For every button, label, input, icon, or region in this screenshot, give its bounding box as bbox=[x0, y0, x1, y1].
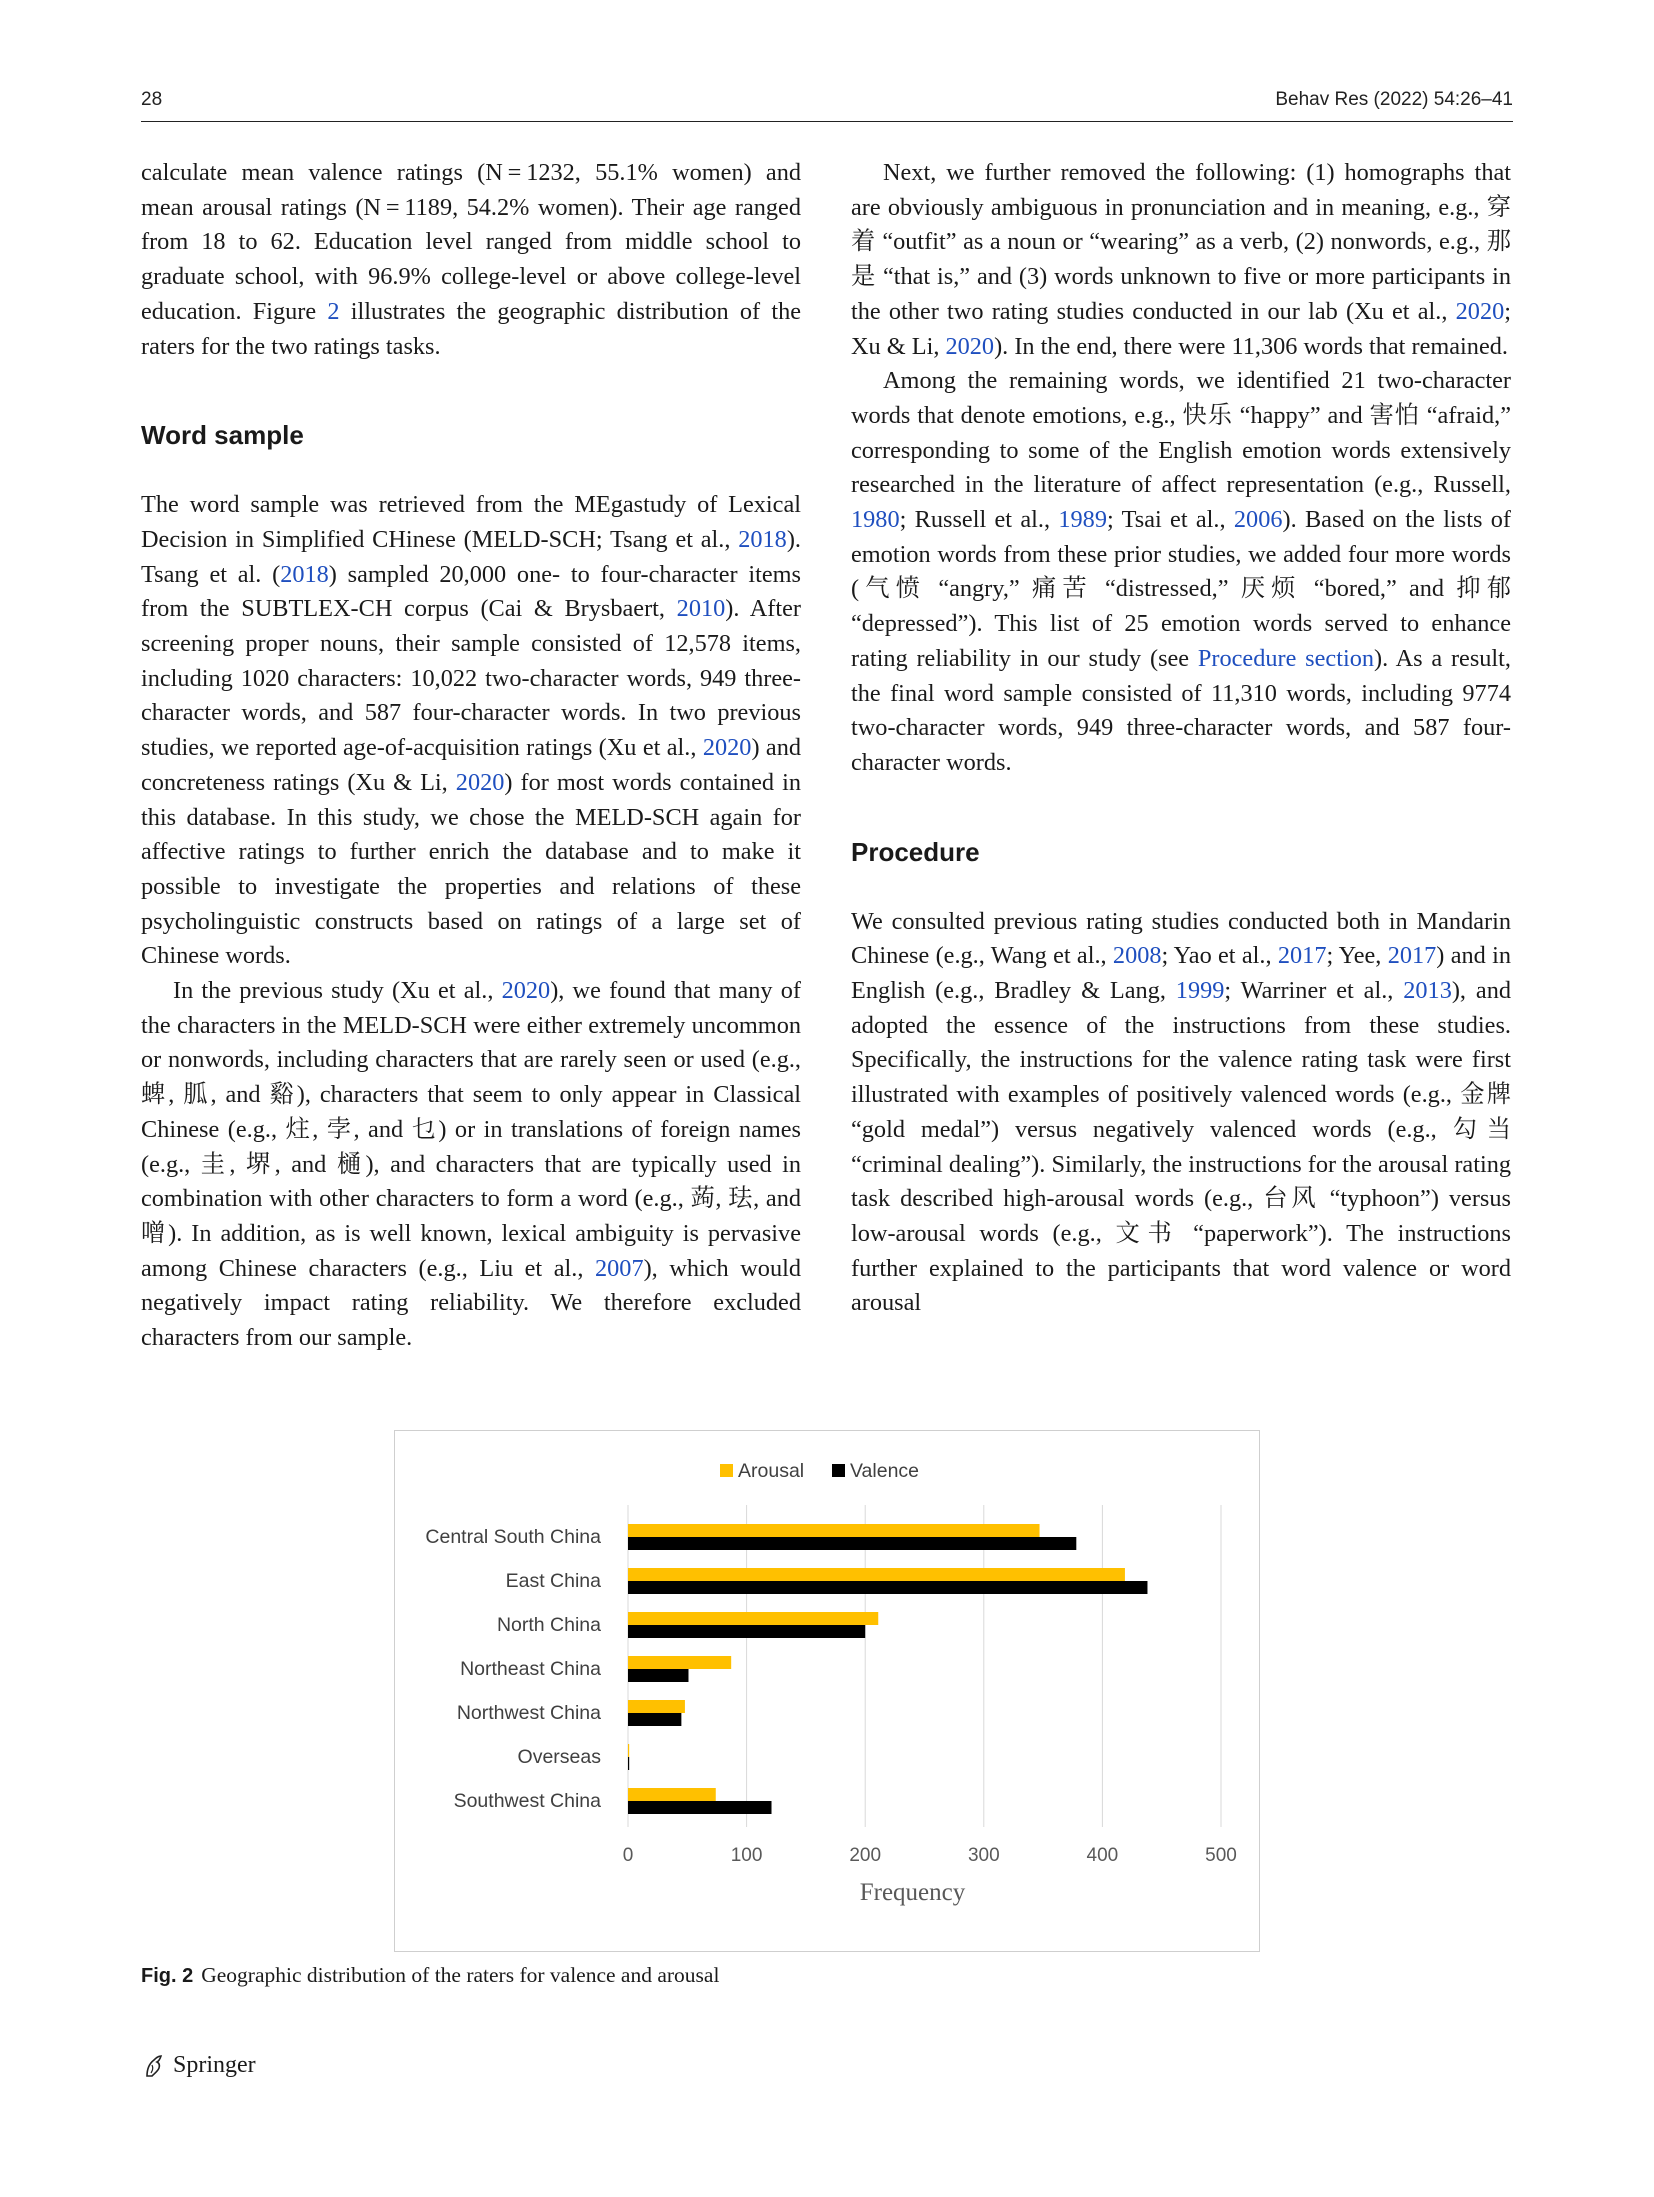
figure-chart bbox=[394, 1430, 1260, 1952]
citation-link[interactable]: 2020 bbox=[1455, 297, 1505, 325]
bar-valence bbox=[628, 1537, 1076, 1550]
text-run: ; Xu & Li, bbox=[851, 297, 1511, 360]
citation-link[interactable]: 2 bbox=[327, 297, 340, 325]
publisher-footer bbox=[141, 2052, 256, 2079]
bar-valence bbox=[628, 1801, 772, 1814]
text-run: In the previous study (Xu et al., bbox=[173, 977, 502, 1005]
paragraph bbox=[141, 156, 801, 364]
bar-arousal bbox=[628, 1788, 716, 1801]
citation-link[interactable]: 1989 bbox=[1058, 506, 1107, 534]
text-run: illustrates the geographic distribution of the raters for the two ratings tasks. bbox=[141, 297, 802, 360]
text-run: Among the remaining words, we identified 21 two-character words that denote emotions, e.g., 快乐 “happy” and 害怕 “afraid,” corresponding to some of the English emotion words extensively researched in the literature of affect representation (e.g., Russell, bbox=[851, 367, 1511, 499]
bar-valence bbox=[628, 1625, 865, 1638]
citation-link[interactable]: 2020 bbox=[945, 332, 995, 360]
text-run: Next, we further removed the following: (1) homographs that are obviously ambiguous in pronunciation and in meaning, e.g., 穿着 “outfit” as a noun or “wearing” as a verb, (2) nonwords, e.g., 那是 “that is,” and (3) words unknown to five or more participants in the other two rating studies conducted in our lab (Xu et al., bbox=[851, 159, 1511, 325]
x-tick-label: 100 bbox=[730, 1845, 763, 1866]
citation-link[interactable]: 2007 bbox=[595, 1254, 644, 1282]
text-run: We consulted previous rating studies conducted both in Mandarin Chinese (e.g., Wang et al., bbox=[851, 907, 1511, 970]
legend-label-valence: Valence bbox=[850, 1460, 920, 1482]
section-heading-word-sample: Word sample bbox=[141, 420, 304, 451]
text-run: ) sampled 20,000 one- to four-character items from the SUBTLEX-CH corpus (Cai & Brysbaert, bbox=[141, 560, 801, 623]
x-tick-label: 500 bbox=[1205, 1845, 1237, 1866]
x-tick-label: 200 bbox=[849, 1845, 882, 1866]
category-label: Overseas bbox=[517, 1746, 601, 1768]
citation-link[interactable]: Procedure section bbox=[1197, 644, 1374, 672]
citation-link[interactable]: 2017 bbox=[1277, 942, 1327, 970]
category-label: Northwest China bbox=[456, 1702, 601, 1724]
citation-link[interactable]: 1980 bbox=[851, 506, 900, 534]
bar-arousal bbox=[628, 1568, 1125, 1581]
legend-swatch-valence bbox=[832, 1464, 845, 1477]
publisher-name: Springer bbox=[173, 2052, 256, 2078]
x-tick-label: 0 bbox=[622, 1845, 634, 1866]
springer-horse-icon bbox=[141, 2053, 167, 2079]
left-column bbox=[141, 156, 801, 1356]
text-run: ). Based on the lists of emotion words from these prior studies, we added four more words (气愤 “angry,” 痛苦 “distressed,” 厌烦 “bored,” and 抑郁 “depressed”). This list of 25 emotion words served to enhance rating reliability in our study (see bbox=[851, 506, 1511, 672]
text-run: ). In the end, there were 11,306 words that remained. bbox=[994, 332, 1508, 360]
bar-arousal bbox=[628, 1612, 878, 1625]
header-rule bbox=[141, 121, 1513, 122]
figure-caption bbox=[141, 1963, 719, 1988]
text-run: ; Russell et al., bbox=[899, 506, 1059, 534]
citation-link[interactable]: 2013 bbox=[1403, 977, 1452, 1005]
citation-link[interactable]: 2018 bbox=[738, 525, 787, 553]
citation-link[interactable]: 2010 bbox=[676, 595, 726, 623]
paragraph bbox=[141, 974, 801, 1356]
text-run: ; Yee, bbox=[1326, 942, 1388, 970]
legend-label-arousal: Arousal bbox=[738, 1460, 805, 1482]
category-label: North China bbox=[496, 1614, 601, 1636]
citation-link[interactable]: 1999 bbox=[1175, 977, 1225, 1005]
bar-chart bbox=[395, 1431, 1259, 1951]
citation-link[interactable]: 2017 bbox=[1387, 942, 1437, 970]
bar-arousal bbox=[628, 1656, 731, 1669]
text-run: ; Yao et al., bbox=[1161, 942, 1278, 970]
citation-link[interactable]: 2008 bbox=[1112, 942, 1162, 970]
section-heading-procedure: Procedure bbox=[851, 836, 980, 867]
text-run: ), which would negatively impact rating reliability. We therefore excluded characters from our sample. bbox=[141, 1254, 801, 1352]
bar-valence bbox=[628, 1757, 629, 1770]
bar-arousal bbox=[628, 1744, 629, 1757]
bar-valence bbox=[628, 1669, 688, 1682]
bar-arousal bbox=[628, 1524, 1040, 1537]
text-run: ) and concreteness ratings (Xu & Li, bbox=[141, 734, 801, 796]
paragraph bbox=[851, 364, 1511, 780]
figure-caption-label: Fig. 2 bbox=[141, 1965, 194, 1987]
bar-valence bbox=[628, 1581, 1147, 1594]
citation-link[interactable]: 2020 bbox=[501, 977, 551, 1005]
category-label: Northeast China bbox=[460, 1658, 601, 1680]
text-run: ). After screening proper nouns, their sample consisted of 12,578 items, including 1020 characters: 10,022 two-character words, 949 three-character words, and 587 four-character words. In two previous studies, we reported age-of-acquisition ratings (Xu et al., bbox=[141, 595, 801, 762]
text-run: ; Warriner et al., bbox=[1224, 977, 1404, 1005]
paragraph bbox=[851, 905, 1511, 1321]
category-label: Central South China bbox=[425, 1526, 601, 1548]
text-run: ) and in English (e.g., Bradley & Lang, bbox=[851, 942, 1511, 1005]
paragraph bbox=[141, 488, 801, 974]
right-column bbox=[851, 156, 1511, 1321]
journal-reference: Behav Res (2022) 54:26–41 bbox=[1275, 89, 1513, 110]
bar-arousal bbox=[628, 1700, 685, 1713]
text-run: ), and adopted the essence of the instructions from these studies. Specifically, the instructions for the valence rating task were first illustrated with examples of positively valenced words (e.g., 金牌 “gold medal”) versus negatively valenced words (e.g., 勾当 “criminal dealing”). Similarly, the instructions for the arousal rating task described high-arousal words (e.g., 台风 “typhoon”) versus low-arousal words (e.g., 文书 “paperwork”). The instructions further explained to the participants that word valence or word arousal bbox=[851, 977, 1511, 1317]
citation-link[interactable]: 2018 bbox=[280, 560, 329, 588]
legend-swatch-arousal bbox=[720, 1464, 733, 1477]
x-tick-label: 400 bbox=[1086, 1845, 1119, 1866]
text-run: ). As a result, the final word sample consisted of 11,310 words, including 9774 two-character words, 949 three-character words, and 587 four-character words. bbox=[851, 644, 1512, 776]
x-axis-title: Frequency bbox=[859, 1879, 966, 1906]
x-tick-label: 300 bbox=[967, 1845, 1000, 1866]
paragraph bbox=[851, 156, 1511, 364]
text-run: calculate mean valence ratings (N = 1232, 55.1% women) and mean arousal ratings (N = 1189, 54.2% women). Their age ranged from 18 to 62. Education level ranged from middle school to graduate school, with 96.9% college-level or above college-level education. Figure bbox=[141, 159, 801, 325]
category-label: Southwest China bbox=[453, 1790, 601, 1812]
text-run: The word sample was retrieved from the MEgastudy of Lexical Decision in Simplified CHinese (MELD-SCH; Tsang et al., bbox=[141, 491, 801, 553]
citation-link[interactable]: 2020 bbox=[702, 734, 752, 762]
category-label: East China bbox=[505, 1570, 601, 1592]
text-run: ), we found that many of the characters in the MELD-SCH were either extremely uncommon or nonwords, including characters that are rarely seen or used (e.g., 蜱, 胍, and 谿), characters that seem to only appear in Classical Chinese (e.g., 炷, 孛, and 乜) or in translations of foreign names (e.g., 圭, 堺, and 樋), and characters that are typically used in combination with other characters to form a word (e.g., 蒟, 珐, and 噌). In addition, as is well known, lexical ambiguity is pervasive among Chinese characters (e.g., Liu et al., bbox=[141, 977, 801, 1282]
text-run: ) for most words contained in this database. In this study, we chose the MELD-SCH again for affective ratings to further enrich the database and to make it possible to investigate the properties and relations of these psycholinguistic constructs based on ratings of a large set of Chinese words. bbox=[141, 768, 801, 970]
page-number: 28 bbox=[141, 89, 163, 110]
bar-valence bbox=[628, 1713, 681, 1726]
figure-caption-text: Geographic distribution of the raters for valence and arousal bbox=[201, 1963, 720, 1987]
citation-link[interactable]: 2006 bbox=[1233, 506, 1283, 534]
text-run: ). Tsang et al. ( bbox=[141, 525, 801, 588]
citation-link[interactable]: 2020 bbox=[455, 768, 505, 796]
text-run: ; Tsai et al., bbox=[1106, 506, 1234, 534]
